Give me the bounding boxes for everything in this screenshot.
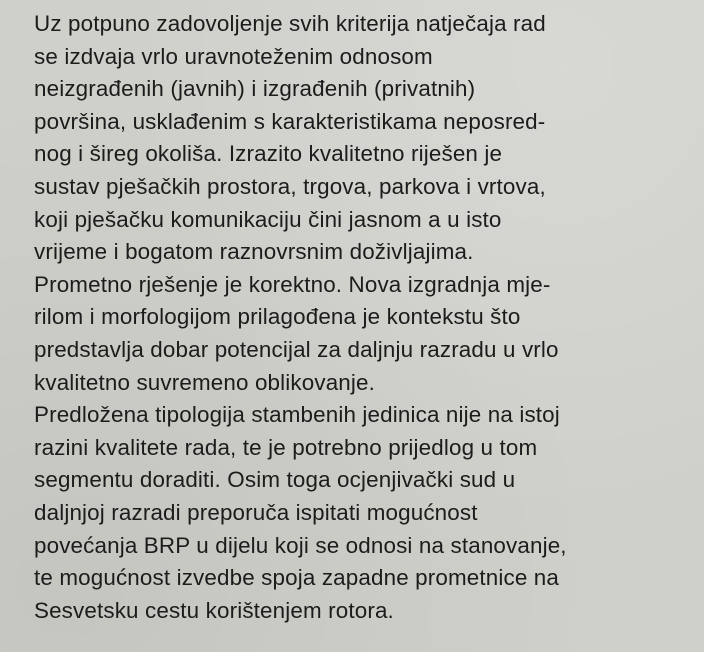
- text-line: se izdvaja vrlo uravnoteženim odnosom: [34, 43, 433, 69]
- text-line: segmentu doraditi. Osim toga ocjenjivački sud u: [34, 467, 516, 493]
- text-line: nog i šireg okoliša. Izrazito kvalitetno riješen je: [34, 141, 503, 167]
- text-line: sustav pješačkih prostora, trgova, parkova i vrtova,: [34, 173, 546, 199]
- text-line: koji pješačku komunikaciju čini jasnom a u isto: [34, 206, 502, 232]
- text-line: te mogućnost izvedbe spoja zapadne prometnice na: [34, 565, 560, 591]
- text-line: Uz potpuno zadovoljenje svih kriterija natječaja rad: [34, 11, 546, 36]
- text-line: površina, usklađenim s karakteristikama neposred-: [34, 108, 546, 134]
- text-line: rilom i morfologijom prilagođena je kontekstu što: [34, 304, 521, 330]
- text-line: Sesvetsku cestu korištenjem rotora.: [34, 597, 394, 623]
- text-line: neizgrađenih (javnih) i izgrađenih (privatnih): [34, 76, 476, 102]
- text-line: kvalitetno suvremeno oblikovanje.: [34, 369, 375, 395]
- text-line: Predložena tipologija stambenih jedinica nije na istoj: [34, 402, 560, 428]
- text-line: predstavlja dobar potencijal za daljnju razradu u vrlo: [34, 336, 559, 362]
- text-line: Prometno rješenje je korektno. Nova izgradnja mje-: [34, 271, 551, 297]
- body-text: [34, 8, 694, 627]
- text-line: vrijeme i bogatom raznovrsnim doživljajima.: [34, 239, 474, 265]
- text-line: povećanja BRP u dijelu koji se odnosi na stanovanje,: [34, 532, 567, 558]
- text-line: daljnjoj razradi preporuča ispitati mogućnost: [34, 499, 478, 525]
- text-line: razini kvalitete rada, te je potrebno prijedlog u tom: [34, 434, 538, 460]
